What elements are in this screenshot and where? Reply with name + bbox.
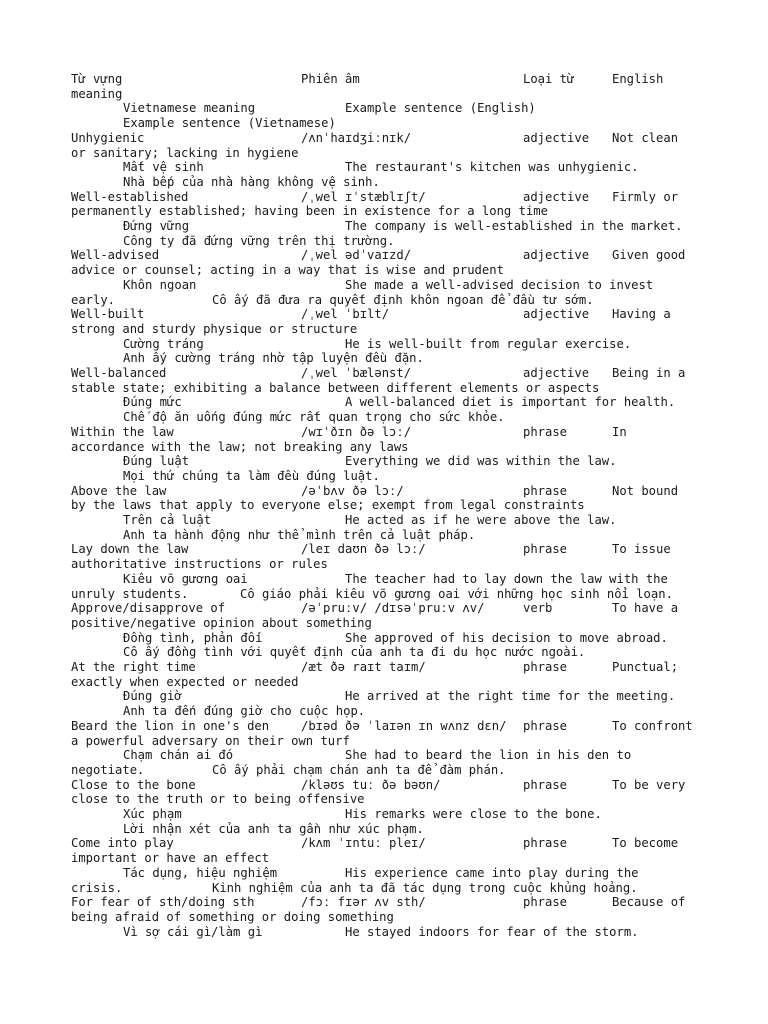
text-segment: Anh ta đến đúng giờ cho cuộc họp. [123,704,366,719]
text-segment: /ˌwel ˈbɪlt/ [301,307,390,322]
text-segment: positive/negative opinion about something [71,615,372,630]
text-segment: Phiên âm [301,72,360,86]
text-segment: Above the law [71,483,167,498]
text-segment: Unhygienic [71,130,145,145]
text-segment: stable state; exhibiting a balance between different elements or aspects [71,380,600,395]
text-segment: Mọi thứ chúng ta làm đều đúng luật. [123,468,380,483]
text-segment: He stayed indoors for fear of the storm. [345,924,639,939]
text-segment: Lay down the law [71,542,189,557]
text-segment: He acted as if he were above the law. [345,513,617,527]
text-segment: English [612,72,664,86]
text-segment: phrase [523,424,568,439]
text-segment: /əˈbʌv ðə lɔː/ [301,483,404,498]
text-segment: Not bound [612,483,679,498]
text-segment: In [612,424,627,439]
text-segment: /wɪˈðɪn ðə lɔː/ [301,424,412,439]
text-segment: adjective [523,307,590,322]
text-segment: Close to the bone [71,777,196,792]
text-segment: Example sentence (Vietnamese) [123,116,336,131]
text-segment: Chạm chán ai đó [123,748,234,763]
text-segment: by the laws that apply to everyone else; exempt from legal constraints [71,498,585,513]
text-segment: Lời nhận xét của anh ta gần như xúc phạm. [123,821,424,836]
text-segment: meaning [71,86,123,101]
text-segment: To issue [612,542,671,557]
text-segment: Xúc phạm [123,807,182,821]
text-segment: Example sentence (English) [345,101,536,116]
text-segment: Chế độ ăn uống đúng mức rất quan trọng cho sức khỏe. [123,410,505,425]
text-segment: adjective [523,189,590,204]
text-segment: Beard the lion in one's den [71,718,270,733]
text-segment: Cô ấy đã đưa ra quyết định khôn ngoan để đầu tư sớm. [212,292,594,307]
text-segment: /kʌm ˈɪntuː pleɪ/ [301,836,426,851]
text-segment: She had to beard the lion in his den to [345,748,632,763]
text-segment: /ˌwel ˈbælənst/ [301,366,412,380]
text-segment: Nhà bếp của nhà hàng không vệ sinh. [123,174,380,189]
text-segment: Punctual; [612,660,679,674]
text-segment: Well-balanced [71,366,167,380]
text-segment: Cường tráng [123,336,204,351]
text-segment: Từ vựng [71,72,123,86]
text-segment: phrase [523,483,568,498]
text-segment: For fear of sth/doing sth [71,895,255,910]
text-segment: Đúng giờ [123,689,182,704]
text-segment: permanently established; having been in existence for a long time [71,204,548,219]
text-segment: Kinh nghiệm của anh ta đã tác dụng trong cuộc khủng hoảng. [212,880,638,895]
text-segment: Given good [612,248,686,263]
text-segment: He arrived at the right time for the meeting. [345,689,676,704]
text-segment: Anh ấy cường tráng nhờ tập luyện đều đặn. [123,351,424,366]
text-segment: accordance with the law; not breaking any laws [71,439,409,454]
text-segment: /æt ðə raɪt taɪm/ [301,660,426,674]
text-segment: To have a [612,601,679,616]
text-segment: Đúng luật [123,454,190,469]
text-segment: Tác dụng, hiệu nghiệm [123,865,278,880]
text-segment: Vietnamese meaning [123,101,256,116]
text-segment: To become [612,836,679,851]
text-segment: Anh ta hành động như thể mình trên cả luật pháp. [123,527,476,542]
text-segment: A well-balanced diet is important for health. [345,395,676,410]
text-segment: She made a well-advised decision to invest [345,277,654,292]
text-segment: Firmly or [612,189,679,204]
text-segment: Công ty đã đứng vững trên thị trường. [123,233,395,248]
text-segment: negotiate. [71,762,145,777]
text-segment: exactly when expected or needed [71,674,299,689]
text-segment: /ʌnˈhaɪdʒiːnɪk/ [301,130,412,145]
text-segment: Đứng vững [123,219,190,233]
text-segment: authoritative instructions or rules [71,557,328,572]
text-segment: His remarks were close to the bone. [345,807,602,821]
text-segment: /leɪ daʊn ðə lɔː/ [301,542,426,557]
text-segment: At the right time [71,660,196,674]
text-segment: /kləʊs tuː ðə bəʊn/ [301,777,441,792]
text-segment: /əˈpruːv/ /dɪsəˈpruːv ʌv/ [301,601,485,616]
text-segment: verb [523,601,553,616]
text-segment: adjective [523,366,590,380]
text-segment: Within the law [71,424,174,439]
text-segment: important or have an effect [71,851,270,866]
text-segment: Khôn ngoan [123,277,197,292]
text-segment: strong and sturdy physique or structure [71,321,358,336]
text-segment: Loại từ [523,72,575,86]
text-segment: /fɔː fɪər ʌv sth/ [301,895,426,910]
text-segment: Well-built [71,307,145,322]
text-segment: Đồng tình, phản đối [123,630,263,645]
text-segment: advice or counsel; acting in a way that is wise and prudent [71,263,504,278]
text-segment: The company is well-established in the market. [345,219,683,233]
text-segment: Đúng mức [123,395,182,410]
text-segment: phrase [523,777,568,792]
text-segment: being afraid of something or doing something [71,909,394,924]
text-segment: adjective [523,130,590,145]
text-segment: /bɪəd ðə ˈlaɪən ɪn wʌnz dɛn/ [301,718,507,733]
text-segment: unruly students. [71,586,189,601]
text-segment: Well-established [71,189,189,204]
text-segment: Well-advised [71,248,160,263]
text-segment: Trên cả luật [123,513,212,527]
text-segment: phrase [523,718,568,733]
text-segment: Mất vệ sinh [123,160,204,175]
text-segment: Having a [612,307,671,322]
text-segment: /ˌwel ədˈvaɪzd/ [301,248,412,263]
text-segment: /ˌwel ɪˈstæblɪʃt/ [301,189,426,204]
text-segment: Kiêu võ gương oai [123,571,248,586]
text-segment: Come into play [71,836,174,851]
text-segment: He is well-built from regular exercise. [345,336,632,351]
text-segment: Being in a [612,366,686,380]
text-segment: early. [71,292,116,307]
text-segment: phrase [523,660,568,674]
text-segment: To confront [612,718,693,733]
text-segment: She approved of his decision to move abroad. [345,630,668,645]
text-segment: The restaurant's kitchen was unhygienic. [345,160,639,175]
text-segment: To be very [612,777,686,792]
text-segment: phrase [523,836,568,851]
text-segment: Cô ấy đồng tình với quyết định của anh ta đi du học nước ngoài. [123,645,586,660]
text-segment: The teacher had to lay down the law with the [345,571,668,586]
text-segment: close to the truth or to being offensive [71,792,365,807]
text-segment: phrase [523,895,568,910]
text-segment: adjective [523,248,590,263]
text-segment: crisis. [71,880,123,895]
text-segment: or sanitary; lacking in hygiene [71,145,299,160]
text-segment: a powerful adversary on their own turf [71,733,350,748]
text-segment: Everything we did was within the law. [345,454,617,469]
text-segment: phrase [523,542,568,557]
text-segment: Approve/disapprove of [71,601,226,616]
text-segment: Because of [612,895,686,910]
text-segment: Cô giáo phải kiêu võ gương oai với những học sinh nổi loạn. [240,586,673,601]
text-segment: Not clean [612,130,679,145]
text-segment: Vì sợ cái gì/làm gì [123,924,263,939]
text-segment: Cô ấy phải chạm chán anh ta để đàm phán. [212,762,506,777]
text-segment: His experience came into play during the [345,865,639,880]
